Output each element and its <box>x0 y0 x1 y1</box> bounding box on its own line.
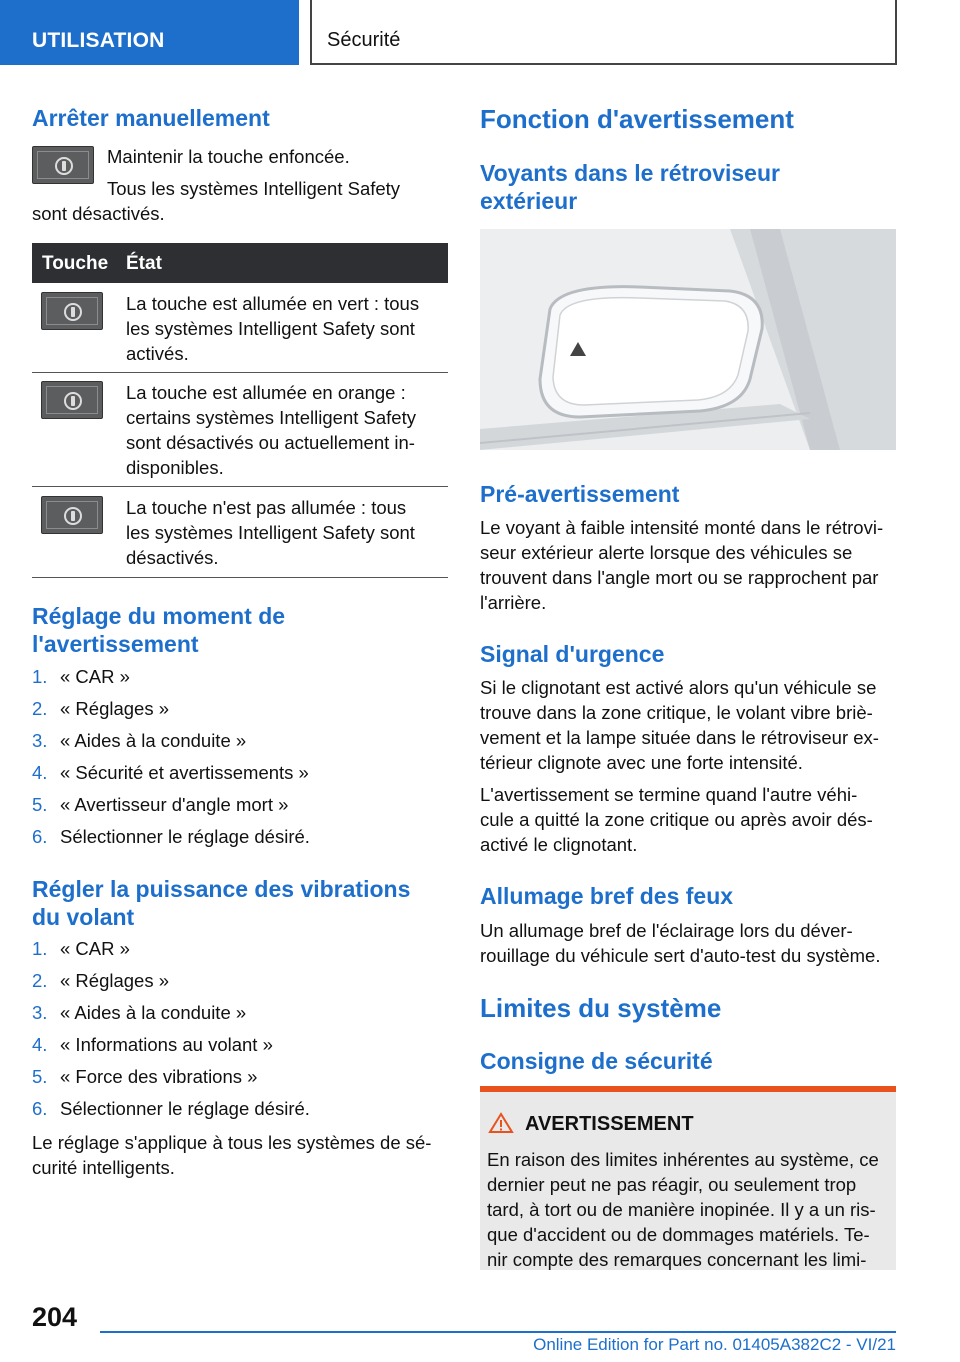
mirror-illustration <box>480 229 896 450</box>
topic-label: Sécurité <box>327 29 401 51</box>
list-item: 4. « Sécurité et avertissements » <box>32 762 309 783</box>
warning-text: En raison des limites inhérentes au système, ce dernier peut ne pas réagir, ou seulement trop tard, à tort ou de manière inopinée. Il y a un ris- que d'accident ou de dommages matériels. Te- nir compte des remarques concernant les limi- <box>487 1149 879 1270</box>
list-item: 2. « Réglages » <box>32 970 170 991</box>
timing-steps <box>32 666 452 858</box>
table-row: La touche n'est pas allumée : tous les systèmes Intelligent Safety sont désactivés. <box>126 497 415 568</box>
list-item: 3. « Aides à la conduite » <box>32 730 247 751</box>
warning-box <box>480 1092 896 1270</box>
list-item: 2. « Réglages » <box>32 698 170 719</box>
vibration-note: Le réglage s'applique à tous les systèmes de sé- curité intelligents. <box>32 1132 432 1178</box>
edition-label: Online Edition for Part no. 01405A382C2 - VI/21 <box>533 1335 896 1354</box>
safety-notice-heading: Consigne de sécurité <box>480 1048 713 1074</box>
vibration-heading: Régler la puissance des vibrations du volant <box>32 876 411 930</box>
mirror-lights-heading: Voyants dans le rétroviseur extérieur <box>480 160 780 214</box>
timing-heading: Réglage du moment de l'avertissement <box>32 603 286 657</box>
list-item: 3. « Aides à la conduite » <box>32 1002 247 1023</box>
warning-label: AVERTISSEMENT <box>525 1113 694 1135</box>
table-row: La touche est allumée en orange : certains systèmes Intelligent Safety sont désactivés ou actuellement in- disponibles. <box>126 382 416 478</box>
page-number: 204 <box>32 1302 78 1332</box>
list-item: 6. Sélectionner le réglage désiré. <box>32 1098 310 1119</box>
warning-function-heading: Fonction d'avertissement <box>480 104 794 134</box>
brief-flash-text: Un allumage bref de l'éclairage lors du déver- rouillage du véhicule sert d'auto-test du système. <box>480 920 881 966</box>
list-item: 1. « CAR » <box>32 938 130 959</box>
list-item: 4. « Informations au volant » <box>32 1034 273 1055</box>
table-header <box>32 243 448 283</box>
list-item: 5. « Avertisseur d'angle mort » <box>32 794 289 815</box>
section-label: UTILISATION <box>32 29 165 52</box>
col-state-header: État <box>126 253 162 274</box>
vibration-steps <box>32 938 452 1130</box>
col-key-header: Touche <box>42 253 109 274</box>
urgent-signal-heading: Signal d'urgence <box>480 641 665 667</box>
pre-warning-heading: Pré-avertissement <box>480 481 680 507</box>
section-tab <box>0 0 299 65</box>
stop-manually-heading: Arrêter manuellement <box>32 105 270 131</box>
orange-button-icon <box>41 381 103 419</box>
stop-line-2b: sont désactivés. <box>32 203 165 224</box>
stop-line-1: Maintenir la touche enfoncée. <box>107 146 350 167</box>
stop-line-2a: Tous les systèmes Intelligent Safety <box>107 178 401 199</box>
row-divider <box>32 577 448 578</box>
list-item: 6. Sélectionner le réglage désiré. <box>32 826 310 847</box>
urgent-signal-text-2: L'avertissement se termine quand l'autre véhi- cule a quitté la zone critique ou après avoir dés- activé le clignotant. <box>480 784 873 855</box>
row-divider <box>32 372 448 373</box>
list-item: 5. « Force des vibrations » <box>32 1066 258 1087</box>
topic-tab <box>310 0 897 65</box>
pre-warning-text: Le voyant à faible intensité monté dans le rétrovi- seur extérieur alerte lorsque des véhicules se trouvent dans l'angle mort ou se rapprochent par l'arrière. <box>480 517 884 613</box>
urgent-signal-text: Si le clignotant est activé alors qu'un véhicule se trouve dans la zone critique, le volant vibre briè- vement et la lampe située dans le rétroviseur ex- térieur clignote avec une forte intensité. <box>480 677 879 773</box>
warning-triangle-icon <box>488 1112 514 1134</box>
table-row: La touche est allumée en vert : tous les systèmes Intelligent Safety sont activés. <box>126 293 420 364</box>
off-button-icon <box>41 496 103 534</box>
row-divider <box>32 486 448 487</box>
safety-button-icon <box>32 146 94 184</box>
green-button-icon <box>41 292 103 330</box>
system-limits-heading: Limites du système <box>480 993 722 1023</box>
list-item: 1. « CAR » <box>32 666 130 687</box>
brief-flash-heading: Allumage bref des feux <box>480 883 734 909</box>
footer-rule <box>100 1331 896 1333</box>
